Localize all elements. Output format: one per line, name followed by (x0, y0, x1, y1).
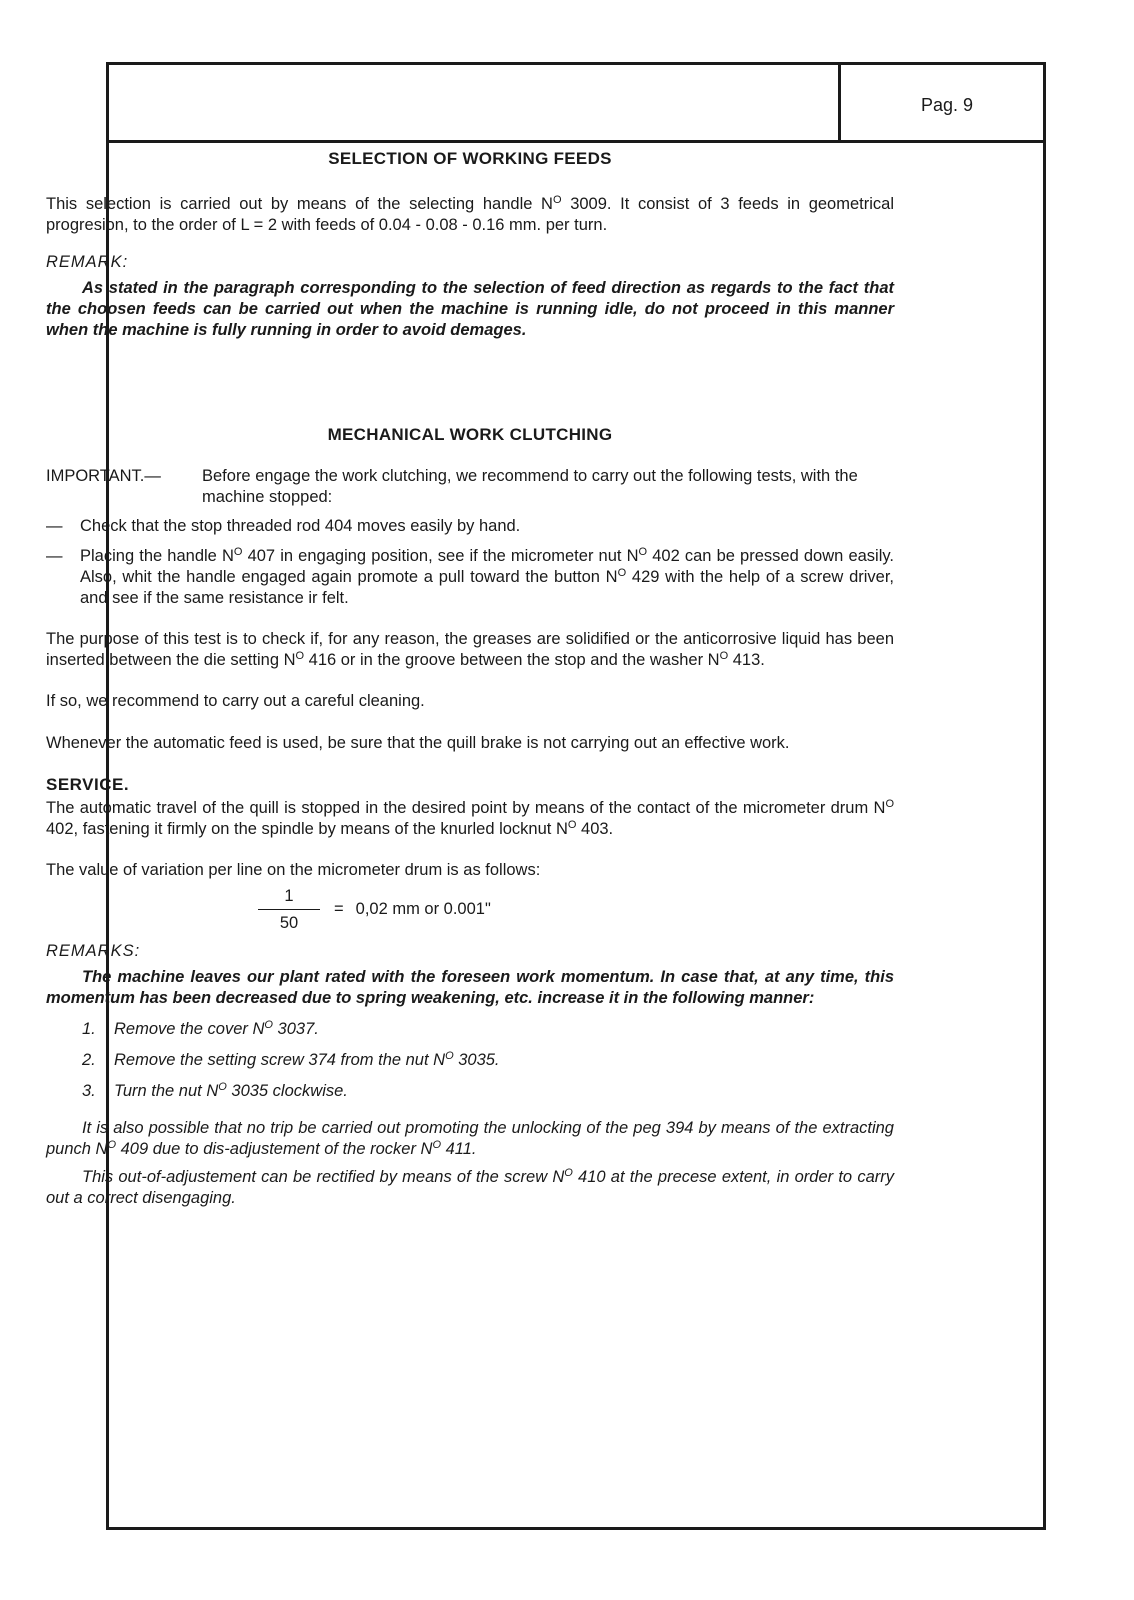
dash-bullet: — (46, 517, 63, 535)
sup-o: O (719, 650, 729, 662)
item-1-b: 3037. (272, 1020, 319, 1038)
adjust-b: 410 at the precese extent, in order to carry out a correct disengaging. (46, 1168, 894, 1207)
list-text (114, 1019, 319, 1040)
feeds-text-b: 3009. It consist of 3 feeds in geometrical progresion, to the order of L = 2 with feeds of 0.04 - 0.08 - 0.16 mm. per turn. (46, 195, 894, 234)
list-item (82, 1019, 894, 1040)
sup-o: O (552, 194, 562, 206)
section-title-work-clutching: MECHANICAL WORK CLUTCHING (327, 425, 613, 444)
service-paragraph (46, 798, 894, 840)
list-text (114, 1081, 348, 1102)
formula-result: 0,02 mm or 0.001" (355, 899, 491, 918)
check2-a: Placing the handle N (80, 547, 234, 565)
list-number: 1. (82, 1020, 96, 1038)
remarks-list (46, 1019, 894, 1102)
service-c: 403. (576, 820, 614, 838)
check2-b: 407 in engaging position, see if the micrometer nut N (242, 547, 639, 565)
trip-paragraph (46, 1118, 894, 1160)
purpose-paragraph (46, 629, 894, 671)
remarks-heading: REMARKS: (46, 942, 141, 960)
service-b: 402, fastening it firmly on the spindle by means of the knurled locknut N (46, 820, 568, 838)
item-2-b: 3035. (453, 1051, 500, 1069)
fraction (258, 886, 320, 933)
important-label: IMPORTANT.— (46, 467, 161, 485)
list-number: 3. (82, 1082, 96, 1100)
trip-c: 411. (441, 1140, 477, 1158)
purpose-b: 416 or in the groove between the stop and the washer N (304, 651, 720, 669)
item-3-a: Turn the nut N (114, 1082, 219, 1100)
check2-c: 402 can be pressed down easily. Also, whit the handle engaged again promote a pull toward the button N (80, 547, 894, 586)
remark-heading: REMARK: (46, 253, 129, 271)
item-1-a: Remove the cover N (114, 1020, 265, 1038)
page-content (46, 148, 894, 1209)
sup-o: O (638, 546, 648, 558)
adjust-a: This out-of-adjustement can be rectified by means of the screw N (82, 1168, 565, 1186)
list-text (114, 1050, 500, 1071)
check2-d: 429 with the help of a screw driver, and see if the same resistance ir felt. (80, 568, 894, 607)
service-a: The automatic travel of the quill is stopped in the desired point by means of the contact of the micrometer drum N (46, 799, 886, 817)
fraction-numerator: 1 (284, 886, 294, 905)
sup-o: O (107, 1139, 117, 1151)
header-row (109, 65, 1043, 143)
cleaning-paragraph: If so, we recommend to carry out a careful cleaning. (46, 692, 425, 710)
check-item-2 (46, 546, 894, 609)
variation-paragraph: The value of variation per line on the micrometer drum is as follows: (46, 861, 541, 879)
service-heading: SERVICE. (46, 775, 130, 794)
list-number: 2. (82, 1051, 96, 1069)
check-item-1-text: Check that the stop threaded rod 404 moves easily by hand. (80, 517, 521, 535)
automatic-feed-paragraph: Whenever the automatic feed is used, be sure that the quill brake is not carrying out an effective work. (46, 734, 790, 752)
trip-a: It is also possible that no trip be carried out promoting the unlocking of the peg 394 by means of the extracting punch N (46, 1119, 894, 1158)
sup-o: O (445, 1050, 454, 1062)
check-item-1 (46, 516, 894, 537)
sup-o: O (617, 567, 627, 579)
remark-text: As stated in the paragraph corresponding to the selection of feed direction as regards to the fact that the choosen feeds can be carried out when the machine is running idle, do not proceed in this manner when the machine is fully running in order to avoid demages. (46, 279, 894, 339)
equals-sign: = (334, 899, 344, 918)
important-text: Before engage the work clutching, we recommend to carry out the following tests, with the machine stopped: (202, 467, 858, 506)
header-blank-cell (109, 65, 841, 140)
item-3-b: 3035 clockwise. (226, 1082, 348, 1100)
adjust-paragraph (46, 1167, 894, 1209)
important-note (46, 466, 894, 508)
sup-o: O (295, 650, 305, 662)
item-2-a: Remove the setting screw 374 from the nut N (114, 1051, 446, 1069)
fraction-bar (258, 909, 320, 910)
variation-formula (258, 885, 894, 933)
purpose-c: 413. (728, 651, 765, 669)
sup-o: O (885, 798, 894, 810)
section-title-working-feeds: SELECTION OF WORKING FEEDS (328, 149, 612, 168)
check-item-2-text (80, 546, 894, 609)
page-number: Pag. 9 (921, 95, 974, 115)
sup-o: O (432, 1139, 442, 1151)
feeds-text-a: This selection is carried out by means of the selecting handle N (46, 195, 553, 213)
sup-o: O (567, 819, 577, 831)
fraction-denominator: 50 (279, 913, 299, 932)
sup-o: O (218, 1081, 227, 1093)
feeds-paragraph (46, 194, 894, 236)
trip-b: 409 due to dis-adjustement of the rocker N (116, 1140, 433, 1158)
sup-o: O (264, 1019, 273, 1031)
remarks-intro: The machine leaves our plant rated with the foreseen work momentum. In case that, at any time, this momentum has been decreased due to spring weakening, etc. increase it in the following manner: (46, 968, 894, 1007)
sup-o: O (233, 546, 243, 558)
purpose-a: The purpose of this test is to check if, for any reason, the greases are solidified or the anticorrosive liquid has been inserted between the die setting N (46, 630, 894, 669)
dash-bullet: — (46, 547, 63, 565)
list-item (82, 1081, 894, 1102)
sup-o: O (564, 1167, 573, 1179)
list-item (82, 1050, 894, 1071)
